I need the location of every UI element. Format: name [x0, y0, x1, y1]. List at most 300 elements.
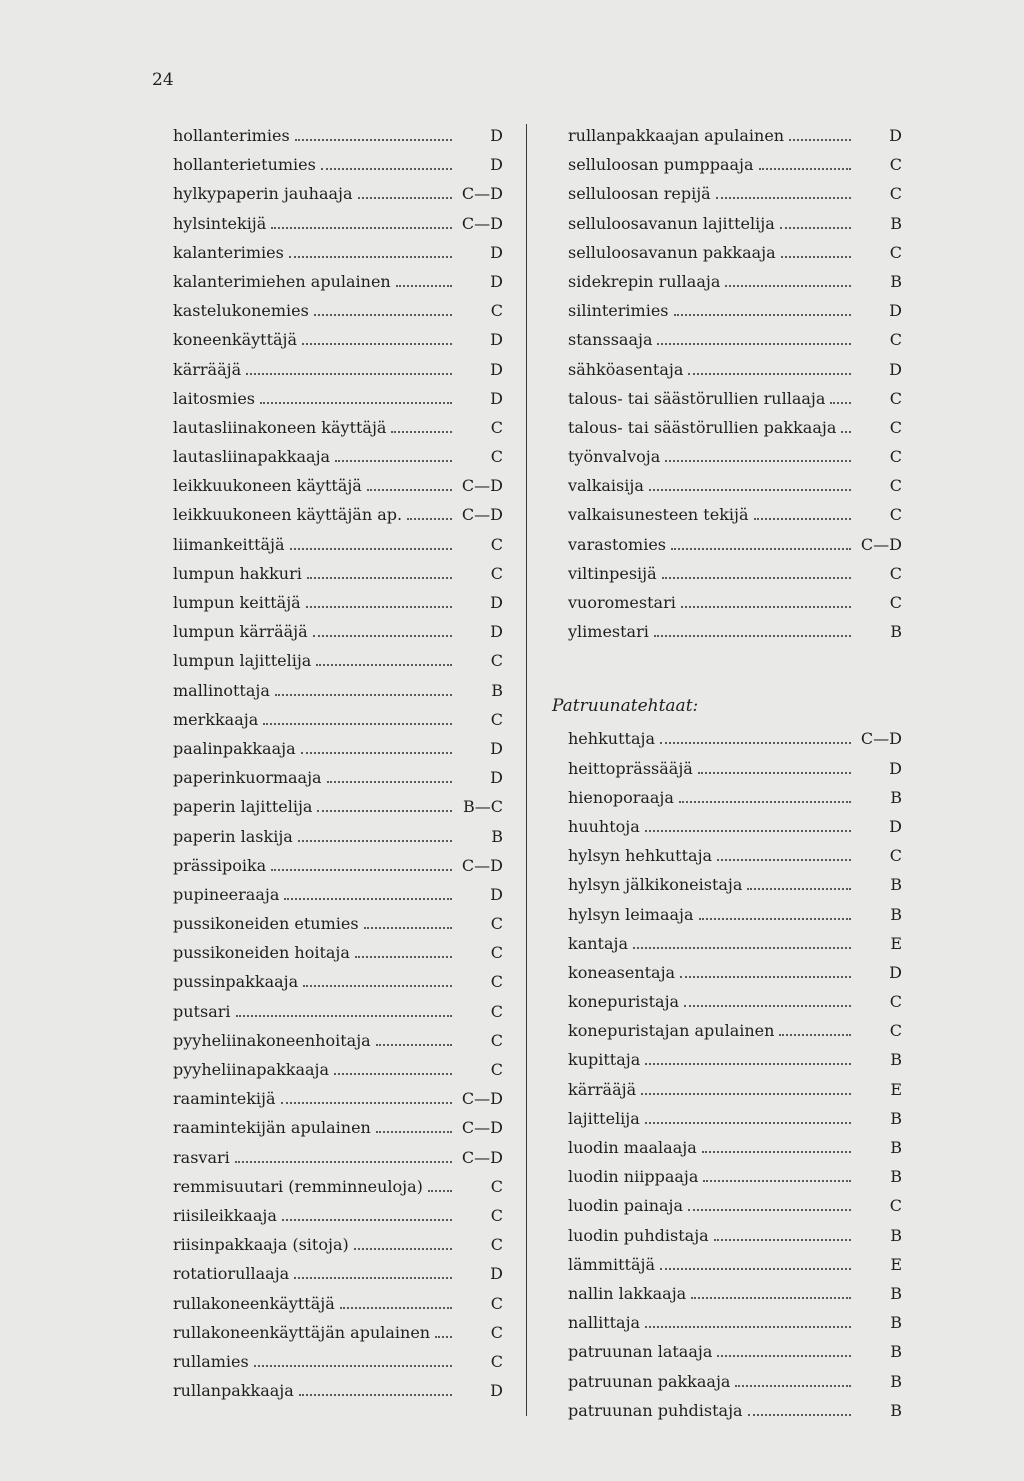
list-item: [568, 783, 902, 812]
occupation-name: paalinpakkaaja: [173, 738, 296, 758]
dot-leader: [354, 1248, 452, 1250]
list-item: [173, 1347, 503, 1376]
occupation-name: heittoprässääjä: [568, 758, 693, 778]
occupation-name: putsari: [173, 1001, 231, 1021]
dot-leader: [645, 830, 851, 832]
list-item: [568, 150, 902, 179]
dot-leader: [317, 810, 452, 812]
pay-grade: C: [490, 709, 503, 729]
occupation-name: pussikoneiden hoitaja: [173, 943, 350, 963]
dot-leader: [688, 1209, 851, 1211]
pay-grade: C: [889, 184, 902, 204]
pay-grade: B: [890, 271, 902, 291]
dot-leader: [717, 1355, 851, 1357]
pay-grade: D: [889, 816, 902, 836]
pay-grade: C: [490, 1060, 503, 1079]
pay-grade: C: [889, 1021, 902, 1041]
occupation-name: lautasliinakoneen käyttäjä: [173, 417, 387, 437]
list-item: [568, 987, 902, 1016]
pay-grade: C: [490, 534, 503, 554]
pay-grade: D: [490, 359, 503, 379]
occupation-name: lumpun lajittelija: [173, 651, 312, 671]
occupation-name: selluloosan pumppaaja: [568, 155, 754, 175]
pay-grade: B: [890, 904, 902, 924]
dot-leader: [306, 606, 452, 608]
list-item: [568, 754, 902, 783]
occupation-name: riisinpakkaaja (sitoja): [173, 1235, 349, 1255]
dot-leader: [327, 781, 452, 783]
pay-grade: C: [490, 651, 503, 671]
pay-grade: C: [490, 1205, 503, 1225]
dot-leader: [376, 1044, 452, 1046]
dot-leader: [671, 548, 851, 550]
list-item: [173, 296, 503, 325]
occupation-name: pussinpakkaaja: [173, 972, 299, 992]
pay-grade: B: [491, 680, 503, 700]
pay-grade: D: [490, 768, 503, 788]
dot-leader: [355, 956, 452, 958]
pay-grade: C: [490, 447, 503, 467]
occupation-name: lautasliinapakkaaja: [173, 447, 331, 467]
occupation-name: patruunan puhdistaja: [568, 1400, 743, 1420]
dot-leader: [307, 577, 452, 579]
dot-leader: [674, 314, 852, 316]
occupation-name: rotatiorullaaja: [173, 1264, 290, 1284]
list-item: [568, 355, 902, 384]
pay-grade: C—D: [860, 534, 902, 554]
dot-leader: [235, 1161, 452, 1163]
dot-leader: [435, 1336, 452, 1338]
dot-leader: [660, 742, 851, 744]
pay-grade: D: [490, 330, 503, 350]
occupation-name: raamintekijän apulainen: [173, 1118, 371, 1138]
pay-grade: C—D: [461, 184, 503, 204]
dot-leader: [391, 431, 452, 433]
pay-grade: D: [490, 738, 503, 758]
occupation-name: luodin niippaaja: [568, 1167, 699, 1187]
list-item: [173, 763, 503, 792]
pay-grade: C: [490, 301, 503, 321]
dot-leader: [321, 168, 452, 170]
occupation-name: hylsyn leimaaja: [568, 904, 694, 924]
pay-grade: C: [889, 155, 902, 175]
pay-grade: B: [890, 1108, 902, 1128]
list-item: [568, 812, 902, 841]
pay-grade: C: [490, 1176, 503, 1196]
dot-leader: [407, 518, 452, 520]
list-item: [568, 1075, 902, 1104]
pay-grade: C: [889, 1196, 902, 1216]
dot-leader: [681, 606, 851, 608]
list-item: [173, 880, 503, 909]
occupation-name: merkkaaja: [173, 709, 259, 729]
occupation-name: talous- tai säästörullien pakkaaja: [568, 417, 837, 437]
occupation-name: kupittaja: [568, 1050, 641, 1070]
occupation-name: konepuristajan apulainen: [568, 1021, 775, 1041]
pay-grade: C—D: [461, 505, 503, 525]
occupation-name: selluloosavanun pakkaaja: [568, 242, 776, 262]
pay-grade: D: [490, 155, 503, 175]
occupation-name: lämmittäjä: [568, 1254, 656, 1274]
occupation-name: lumpun hakkuri: [173, 563, 302, 583]
dot-leader: [654, 635, 851, 637]
occupation-name: leikkuukoneen käyttäjä: [173, 476, 362, 496]
dot-leader: [645, 1063, 851, 1065]
dot-leader: [301, 752, 452, 754]
dot-leader: [335, 460, 452, 462]
pay-grade: C: [490, 417, 503, 437]
pay-grade: B: [890, 875, 902, 895]
occupation-name: kärrääjä: [173, 359, 242, 379]
pay-grade: B: [890, 1342, 902, 1362]
occupation-name: hylkypaperin jauhaaja: [173, 184, 353, 204]
dot-leader: [748, 1414, 851, 1416]
occupation-name: lajittelija: [568, 1108, 640, 1128]
dot-leader: [298, 840, 452, 842]
dot-leader: [376, 1131, 452, 1133]
occupation-name: leikkuukoneen käyttäjän ap.: [173, 505, 403, 525]
occupation-name: selluloosavanun lajittelija: [568, 213, 775, 233]
list-item: [173, 909, 503, 938]
occupation-name: paperin lajittelija: [173, 797, 313, 817]
occupation-name: pupineeraaja: [173, 884, 280, 904]
list-item: [173, 1201, 503, 1230]
pay-grade: B: [890, 787, 902, 807]
list-item: [568, 559, 902, 588]
dot-leader: [246, 373, 452, 375]
occupation-name: kastelukonemies: [173, 301, 309, 321]
list-item: [568, 958, 902, 987]
dot-leader: [303, 985, 452, 987]
dot-leader: [254, 1365, 452, 1367]
list-item: [173, 1376, 503, 1405]
pay-grade: C: [490, 1030, 503, 1050]
dot-leader: [662, 577, 851, 579]
list-item: [568, 209, 902, 238]
dot-leader: [688, 373, 851, 375]
dot-leader: [281, 1102, 452, 1104]
dot-leader: [725, 285, 851, 287]
list-item: [173, 851, 503, 880]
occupation-name: kalanterimiehen apulainen: [173, 271, 391, 291]
dot-leader: [428, 1190, 452, 1192]
pay-grade: C: [490, 1322, 503, 1342]
list-item: [173, 1143, 503, 1172]
list-item: [173, 938, 503, 967]
list-item: [568, 179, 902, 208]
dot-leader: [680, 976, 851, 978]
list-item: [568, 238, 902, 267]
pay-grade: C: [490, 1351, 503, 1371]
pay-grade: C—D: [461, 213, 503, 233]
pay-grade: E: [890, 1254, 902, 1274]
occupation-name: hehkuttaja: [568, 729, 655, 749]
occupation-name: hollanterimies: [173, 126, 290, 145]
list-item: [568, 1250, 902, 1279]
pay-grade: E: [890, 1079, 902, 1099]
list-item: [173, 238, 503, 267]
occupation-name: pyyheliinakoneenhoitaja: [173, 1030, 371, 1050]
left-column: [173, 121, 503, 1405]
pay-grade: D: [889, 359, 902, 379]
occupation-name: hylsyn hehkuttaja: [568, 846, 713, 866]
list-item: [173, 792, 503, 821]
list-item: [173, 822, 503, 851]
dot-leader: [781, 256, 851, 258]
pay-grade: C—D: [461, 1118, 503, 1138]
dot-leader: [717, 859, 851, 861]
list-item: [173, 500, 503, 529]
occupation-name: luodin painaja: [568, 1196, 684, 1216]
pay-grade: D: [490, 126, 503, 145]
list-item: [173, 150, 503, 179]
pay-grade: B: [890, 622, 902, 642]
occupation-name: patruunan pakkaaja: [568, 1371, 731, 1391]
pay-grade: C—D: [461, 476, 503, 496]
dot-leader: [703, 1180, 851, 1182]
pay-grade: C—D: [461, 1089, 503, 1109]
list-item: [173, 559, 503, 588]
occupation-name: koneasentaja: [568, 962, 676, 982]
list-item: [173, 1172, 503, 1201]
pay-grade: D: [889, 126, 902, 145]
list-item: [568, 413, 902, 442]
pay-grade: B: [890, 1167, 902, 1187]
list-item: [173, 325, 503, 354]
occupation-name: paperinkuormaaja: [173, 768, 322, 788]
section-heading: Patruunatehtaat:: [552, 696, 699, 717]
dot-leader: [367, 489, 452, 491]
pay-grade: C: [490, 1235, 503, 1255]
occupation-name: pyyheliinapakkaaja: [173, 1060, 330, 1079]
occupation-name: rasvari: [173, 1147, 230, 1167]
dot-leader: [679, 801, 851, 803]
occupation-name: pussikoneiden etumies: [173, 914, 359, 934]
occupation-name: laitosmies: [173, 388, 256, 408]
pay-grade: D: [490, 622, 503, 642]
dot-leader: [396, 285, 452, 287]
pay-grade: D: [490, 271, 503, 291]
list-item: [568, 121, 902, 150]
dot-leader: [358, 197, 452, 199]
list-item: [568, 588, 902, 617]
occupation-name: ylimestari: [568, 622, 649, 642]
list-item: [568, 724, 902, 753]
occupation-name: rullanpakkaaja: [173, 1381, 294, 1401]
occupation-name: varastomies: [568, 534, 667, 554]
list-item: [173, 530, 503, 559]
occupation-name: hollanterietumies: [173, 155, 316, 175]
list-item: [173, 1230, 503, 1259]
pay-grade: C: [889, 417, 902, 437]
list-item: [173, 997, 503, 1026]
occupation-name: rullamies: [173, 1351, 249, 1371]
pay-grade: D: [490, 388, 503, 408]
list-item: [173, 734, 503, 763]
list-item: [568, 442, 902, 471]
dot-leader: [754, 518, 851, 520]
occupation-name: stanssaaja: [568, 330, 653, 350]
pay-grade: C—D: [860, 729, 902, 749]
dot-leader: [364, 927, 452, 929]
pay-grade: B: [890, 1313, 902, 1333]
dot-leader: [271, 869, 452, 871]
dot-leader: [665, 460, 851, 462]
occupation-name: prässipoika: [173, 855, 267, 875]
dot-leader: [714, 1239, 851, 1241]
list-item: [568, 1191, 902, 1220]
list-item: [173, 355, 503, 384]
occupation-name: remmisuutari (remminneuloja): [173, 1176, 423, 1196]
list-item: [173, 121, 503, 150]
dot-leader: [716, 197, 851, 199]
dot-leader: [789, 139, 851, 141]
pay-grade: C: [490, 914, 503, 934]
pay-grade: C: [889, 242, 902, 262]
list-item: [173, 1289, 503, 1318]
dot-leader: [645, 1122, 851, 1124]
list-item: [568, 870, 902, 899]
dot-leader: [313, 635, 452, 637]
list-item: [568, 296, 902, 325]
occupation-name: nallin lakkaaja: [568, 1283, 687, 1303]
pay-grade: D: [889, 962, 902, 982]
pay-grade: D: [889, 758, 902, 778]
pay-grade: C: [490, 943, 503, 963]
dot-leader: [699, 918, 851, 920]
pay-grade: B: [890, 1050, 902, 1070]
pay-grade: C: [889, 330, 902, 350]
list-item: [568, 1221, 902, 1250]
occupation-name: talous- tai säästörullien rullaaja: [568, 388, 826, 408]
occupation-name: rullanpakkaajan apulainen: [568, 126, 785, 145]
dot-leader: [316, 664, 452, 666]
list-item: [568, 530, 902, 559]
dot-leader: [691, 1297, 851, 1299]
list-item: [568, 1016, 902, 1045]
occupation-name: vuoromestari: [568, 593, 676, 612]
list-item: [568, 1279, 902, 1308]
dot-leader: [649, 489, 851, 491]
list-item: [568, 384, 902, 413]
occupation-list: [568, 121, 902, 646]
dot-leader: [747, 888, 851, 890]
occupation-name: silinterimies: [568, 301, 669, 321]
dot-leader: [660, 1268, 851, 1270]
occupation-name: kärrääjä: [568, 1079, 637, 1099]
list-item: [173, 442, 503, 471]
pay-grade: B: [890, 1225, 902, 1245]
page-number: 24: [152, 70, 174, 90]
occupation-name: luodin maalaaja: [568, 1138, 697, 1157]
list-item: [173, 705, 503, 734]
occupation-name: mallinottaja: [173, 680, 270, 700]
pay-grade: C: [889, 846, 902, 866]
occupation-name: selluloosan repijä: [568, 184, 711, 204]
occupation-name: sähköasentaja: [568, 359, 684, 379]
list-item: [173, 646, 503, 675]
pay-grade: D: [490, 884, 503, 904]
pay-grade: C: [889, 505, 902, 525]
dot-leader: [275, 694, 452, 696]
dot-leader: [657, 343, 851, 345]
list-item: [173, 1259, 503, 1288]
dot-leader: [334, 1073, 452, 1075]
list-item: [173, 1026, 503, 1055]
occupation-name: kantaja: [568, 933, 629, 953]
list-item: [173, 588, 503, 617]
pay-grade: B: [890, 1371, 902, 1391]
dot-leader: [289, 256, 452, 258]
occupation-name: paperin laskija: [173, 826, 293, 846]
dot-leader: [841, 431, 851, 433]
pay-grade: E: [890, 933, 902, 953]
dot-leader: [314, 314, 452, 316]
dot-leader: [830, 402, 851, 404]
list-item: [173, 413, 503, 442]
list-item: [173, 1113, 503, 1142]
dot-leader: [340, 1307, 452, 1309]
occupation-name: huuhtoja: [568, 816, 640, 836]
occupation-name: kalanterimies: [173, 242, 284, 262]
dot-leader: [735, 1385, 851, 1387]
list-item: [568, 1337, 902, 1366]
dot-leader: [759, 168, 851, 170]
list-item: [568, 1045, 902, 1074]
list-item: [568, 841, 902, 870]
occupation-name: liimankeittäjä: [173, 534, 285, 554]
dot-leader: [290, 548, 452, 550]
pay-grade: B: [491, 826, 503, 846]
list-item: [173, 617, 503, 646]
dot-leader: [260, 402, 452, 404]
pay-grade: C: [889, 447, 902, 467]
pay-grade: B—C: [463, 797, 503, 817]
pay-grade: C—D: [461, 1147, 503, 1167]
occupation-name: hylsintekijä: [173, 213, 267, 233]
occupation-name: nallittaja: [568, 1313, 641, 1333]
dot-leader: [684, 1005, 851, 1007]
dot-leader: [702, 1151, 851, 1153]
pay-grade: D: [490, 593, 503, 612]
dot-leader: [271, 227, 452, 229]
pay-grade: C: [490, 972, 503, 992]
dot-leader: [645, 1326, 851, 1328]
list-item: [568, 900, 902, 929]
pay-grade: D: [490, 1264, 503, 1284]
list-item: [173, 1084, 503, 1113]
occupation-name: sidekrepin rullaaja: [568, 271, 721, 291]
list-item: [568, 500, 902, 529]
list-item: [568, 1133, 902, 1162]
occupation-name: konepuristaja: [568, 992, 680, 1012]
pay-grade: C: [889, 388, 902, 408]
pay-grade: B: [890, 1400, 902, 1420]
dot-leader: [780, 227, 851, 229]
occupation-name: rullakoneenkäyttäjän apulainen: [173, 1322, 431, 1342]
list-item: [568, 1104, 902, 1133]
list-item: [173, 471, 503, 500]
patruunatehtaat-list: [568, 724, 902, 1425]
right-column: [552, 121, 902, 1425]
dot-leader: [299, 1394, 452, 1396]
pay-grade: B: [890, 213, 902, 233]
list-item: [568, 1162, 902, 1191]
pay-grade: C: [889, 563, 902, 583]
list-item: [568, 929, 902, 958]
pay-grade: B: [890, 1138, 902, 1157]
list-item: [173, 179, 503, 208]
